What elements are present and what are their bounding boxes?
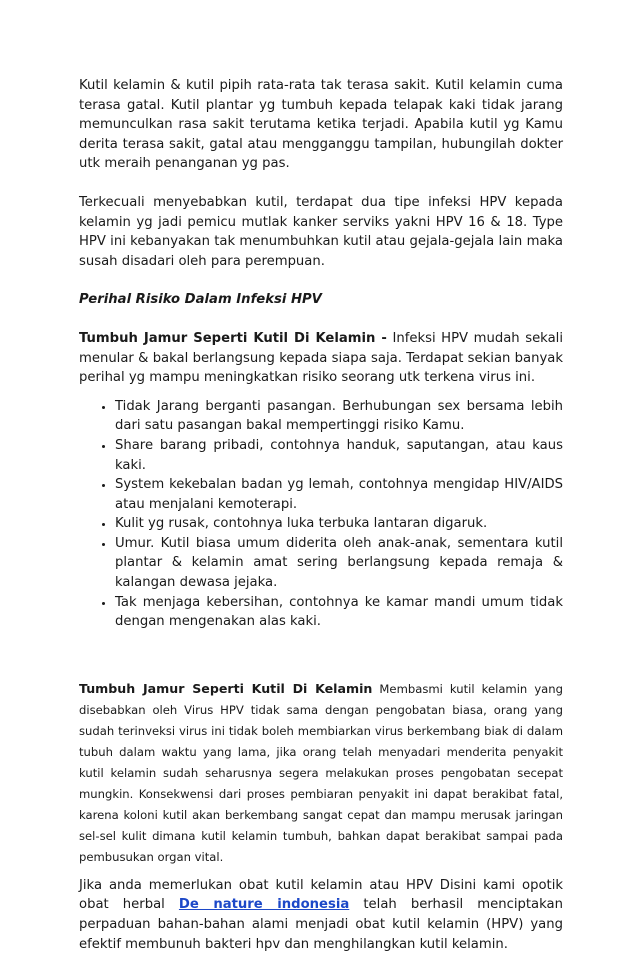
paragraph-treatment-title: Tumbuh Jamur Seperti Kutil Di Kelamin	[79, 680, 373, 696]
paragraph-risk-title: Tumbuh Jamur Seperti Kutil Di Kelamin -	[79, 330, 387, 346]
paragraph-intro: Kutil kelamin & kutil pipih rata-rata tak terasa sakit. Kutil kelamin cuma terasa gatal. Kutil plantar yg tumbuh kepada telapak kaki tidak jarang memunculkan rasa sakit terutama ketika terjadi. Apabila kutil yg Kamu derita terasa sakit, gatal atau mengganggu tampilan, hubungilah dokter utk meraih penanganan yg pas.	[79, 78, 563, 172]
section-heading: Perihal Risiko Dalam Infeksi HPV	[79, 292, 322, 308]
paragraph-treatment	[79, 678, 563, 868]
list-item: • Share barang pribadi, contohnya handuk, saputangan, atau kaus kaki.	[115, 436, 563, 475]
product-link[interactable]: De nature indonesia	[178, 897, 350, 913]
paragraph-product-before: Jika anda memerlukan obat kutil kelamin atau HPV Disini kami opotik obat herbal	[79, 877, 563, 913]
list-item: • Tidak Jarang berganti pasangan. Berhubungan sex bersama lebih dari satu pasangan bakal mempertinggi risiko Kamu.	[115, 397, 563, 436]
list-item: • Kulit yg rusak, contohnya luka terbuka lantaran digaruk.	[115, 514, 563, 534]
paragraph-treatment-text: Membasmi kutil kelamin yang disebabkan oleh Virus HPV tidak sama dengan pengobatan biasa, orang yang sudah terinveksi virus ini tidak boleh membiarkan virus berkembang biak di dalam tubuh dalam waktu yang lama, jika orang telah menyadari menderita penyakit kutil kelamin sudah seharusnya segera melakukan proses pengobatan secepat mungkin. Konsekwensi dari proses pembiaran penyakit ini dapat berakibat fatal, karena koloni kutil akan berkembang sangat cepat dan mampu merusak jaringan sel-sel kulit dimana kutil kelamin tumbuh, bahkan dapat berakibat sampai pada pembusukan organ vital.	[79, 681, 563, 864]
risk-list	[79, 397, 563, 632]
document-body	[79, 76, 563, 954]
paragraph-risk-intro	[79, 329, 563, 388]
paragraph-product	[79, 876, 563, 954]
paragraph-product-after: telah berhasil menciptakan perpaduan bahan-bahan alami menjadi obat kutil kelamin (HPV) yang efektif membunuh bakteri hpv dan menghilangkan kutil kelamin.	[79, 897, 563, 952]
paragraph-risk-text: Infeksi HPV mudah sekali menular & bakal berlangsung kepada siapa saja. Terdapat sekian banyak perihal yg mampu meningkatkan risiko seorang utk terkena virus ini.	[79, 330, 563, 386]
list-item: • System kekebalan badan yg lemah, contohnya mengidap HIV/AIDS atau menjalani kemoterapi.	[115, 475, 563, 514]
list-item: • Umur. Kutil biasa umum diderita oleh anak-anak, sementara kutil plantar & kelamin amat sering berlangsung kepada remaja & kalangan dewasa jejaka.	[115, 534, 563, 593]
paragraph-hpv-types: Terkecuali menyebabkan kutil, terdapat dua tipe infeksi HPV kepada kelamin yg jadi pemicu mutlak kanker serviks yakni HPV 16 & 18. Type HPV ini kebanyakan tak menumbuhkan kutil atau gejala-gejala lain maka susah disadari oleh para perempuan.	[79, 194, 563, 269]
list-item: • Tak menjaga kebersihan, contohnya ke kamar mandi umum tidak dengan mengenakan alas kaki.	[115, 593, 563, 632]
